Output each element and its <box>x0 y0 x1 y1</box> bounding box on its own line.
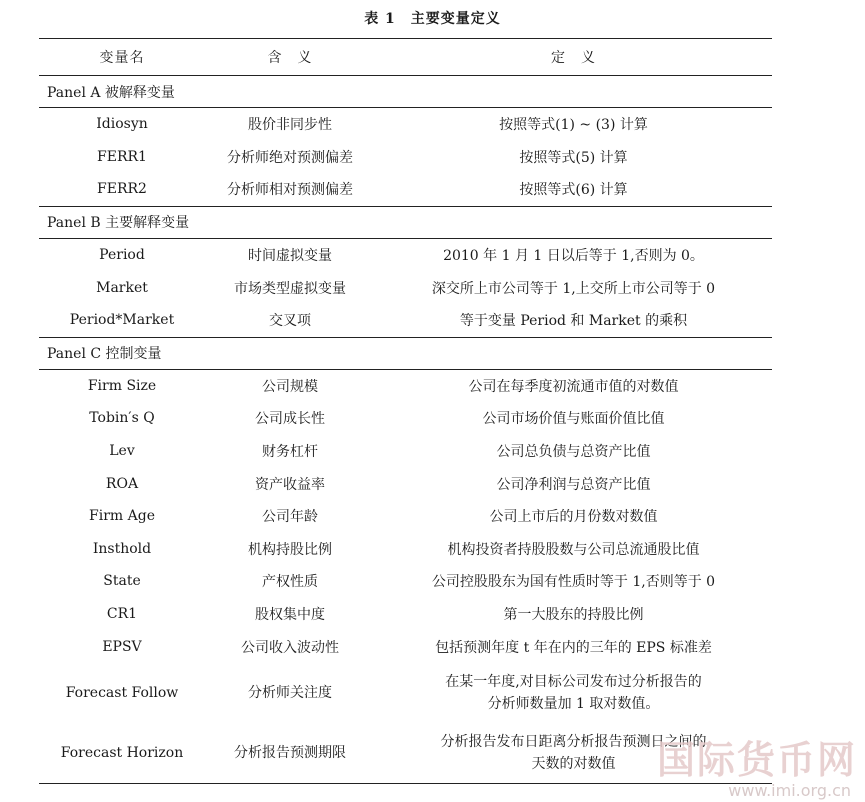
cell-meaning: 分析报告预测期限 <box>234 744 346 761</box>
cell-meaning: 股权集中度 <box>255 607 325 624</box>
panel-header-row <box>39 206 772 238</box>
panel-header-row <box>39 337 772 369</box>
cell-definition: 包括预测年度 t 年在内的三年的 EPS 标准差 <box>435 639 712 656</box>
cell-definition: 等于变量 Period 和 Market 的乘积 <box>459 313 688 330</box>
variable-definition-table <box>39 38 772 784</box>
cell-variable-name: Idiosyn <box>96 116 148 133</box>
cell-definition: 在某一年度,对目标公司发布过分析报告的 分析师数量加 1 取对数值。 <box>445 673 702 712</box>
cell-definition: 分析报告发布日距离分析报告预测日之间的 天数的对数值 <box>440 733 707 772</box>
cell-variable-name: Market <box>96 279 148 296</box>
cell-meaning: 分析师绝对预测偏差 <box>227 149 353 166</box>
table-row <box>39 141 772 174</box>
cell-variable-name: Period*Market <box>69 312 175 329</box>
cell-definition: 公司市场价值与账面价值比值 <box>482 411 665 428</box>
cell-meaning: 公司年龄 <box>262 509 318 526</box>
header-variable-name: 变量名 <box>39 39 205 76</box>
cell-meaning: 资产收益率 <box>255 476 325 493</box>
cell-definition: 公司在每季度初流通市值的对数值 <box>468 378 679 395</box>
cell-meaning: 公司成长性 <box>255 411 325 428</box>
table-row <box>39 271 772 304</box>
cell-variable-name: FERR1 <box>97 148 147 165</box>
cell-variable-name: Firm Size <box>87 377 157 394</box>
cell-definition: 按照等式(5) 计算 <box>519 149 628 166</box>
cell-definition: 公司控股股东为国有性质时等于 1,否则等于 0 <box>431 574 716 591</box>
cell-variable-name: State <box>103 573 141 590</box>
cell-meaning: 交叉项 <box>269 313 311 330</box>
cell-definition: 公司总负债与总资产比值 <box>496 444 651 461</box>
cell-variable-name: Forecast Horizon <box>60 744 184 761</box>
panel-title: Panel C 控制变量 <box>39 337 772 369</box>
cell-variable-name: EPSV <box>102 638 142 655</box>
cell-meaning: 产权性质 <box>262 574 318 591</box>
cell-definition: 第一大股东的持股比例 <box>503 607 644 624</box>
cell-definition: 深交所上市公司等于 1,上交所上市公司等于 0 <box>431 280 716 297</box>
cell-definition: 按照等式(1) ~ (3) 计算 <box>499 117 648 134</box>
table-row <box>39 565 772 598</box>
cell-meaning: 公司规模 <box>262 378 318 395</box>
table-row <box>39 108 772 141</box>
cell-variable-name: Period <box>99 247 145 264</box>
table-row <box>39 598 772 631</box>
table-row <box>39 173 772 206</box>
cell-meaning: 股价非同步性 <box>248 117 332 134</box>
table-row <box>39 402 772 435</box>
table-header-row <box>39 39 772 76</box>
cell-variable-name: Firm Age <box>89 508 155 525</box>
cell-variable-name: Insthold <box>92 540 152 557</box>
cell-variable-name: Lev <box>109 443 135 460</box>
table-row <box>39 500 772 533</box>
cell-variable-name: FERR2 <box>97 181 147 198</box>
cell-variable-name: ROA <box>105 475 139 492</box>
cell-meaning: 分析师关注度 <box>248 684 332 701</box>
cell-variable-name: Forecast Follow <box>65 684 179 701</box>
cell-definition: 机构投资者持股股数与公司总流通股比值 <box>447 541 700 558</box>
table-row <box>39 238 772 271</box>
cell-meaning: 机构持股比例 <box>248 541 332 558</box>
cell-definition: 按照等式(6) 计算 <box>519 182 628 199</box>
cell-meaning: 市场类型虚拟变量 <box>234 280 346 297</box>
table-row <box>39 304 772 337</box>
table-caption: 表 1 主要变量定义 <box>364 11 501 27</box>
cell-meaning: 分析师相对预测偏差 <box>227 182 353 199</box>
table-row <box>39 663 772 723</box>
table-row <box>39 533 772 566</box>
table-row <box>39 467 772 500</box>
cell-variable-name: Tobin′s Q <box>89 410 155 427</box>
watermark-url: www.imi.org.cn <box>728 781 851 800</box>
cell-meaning: 时间虚拟变量 <box>248 248 332 265</box>
table-body <box>39 76 772 784</box>
watermark-logo: 国际货币网 <box>656 738 857 782</box>
header-meaning: 含 义 <box>205 39 375 76</box>
cell-definition: 公司上市后的月份数对数值 <box>489 509 658 526</box>
table-row <box>39 369 772 402</box>
cell-definition: 公司净利润与总资产比值 <box>496 476 651 493</box>
panel-header-row <box>39 76 772 108</box>
table-row <box>39 435 772 468</box>
table-row <box>39 630 772 663</box>
header-definition: 定 义 <box>375 39 772 76</box>
cell-meaning: 公司收入波动性 <box>241 639 339 656</box>
cell-meaning: 财务杠杆 <box>262 444 318 461</box>
cell-variable-name: CR1 <box>106 606 138 623</box>
cell-definition: 2010 年 1 月 1 日以后等于 1,否则为 0。 <box>443 248 704 265</box>
panel-title: Panel B 主要解释变量 <box>39 206 772 238</box>
panel-title: Panel A 被解释变量 <box>39 76 772 108</box>
